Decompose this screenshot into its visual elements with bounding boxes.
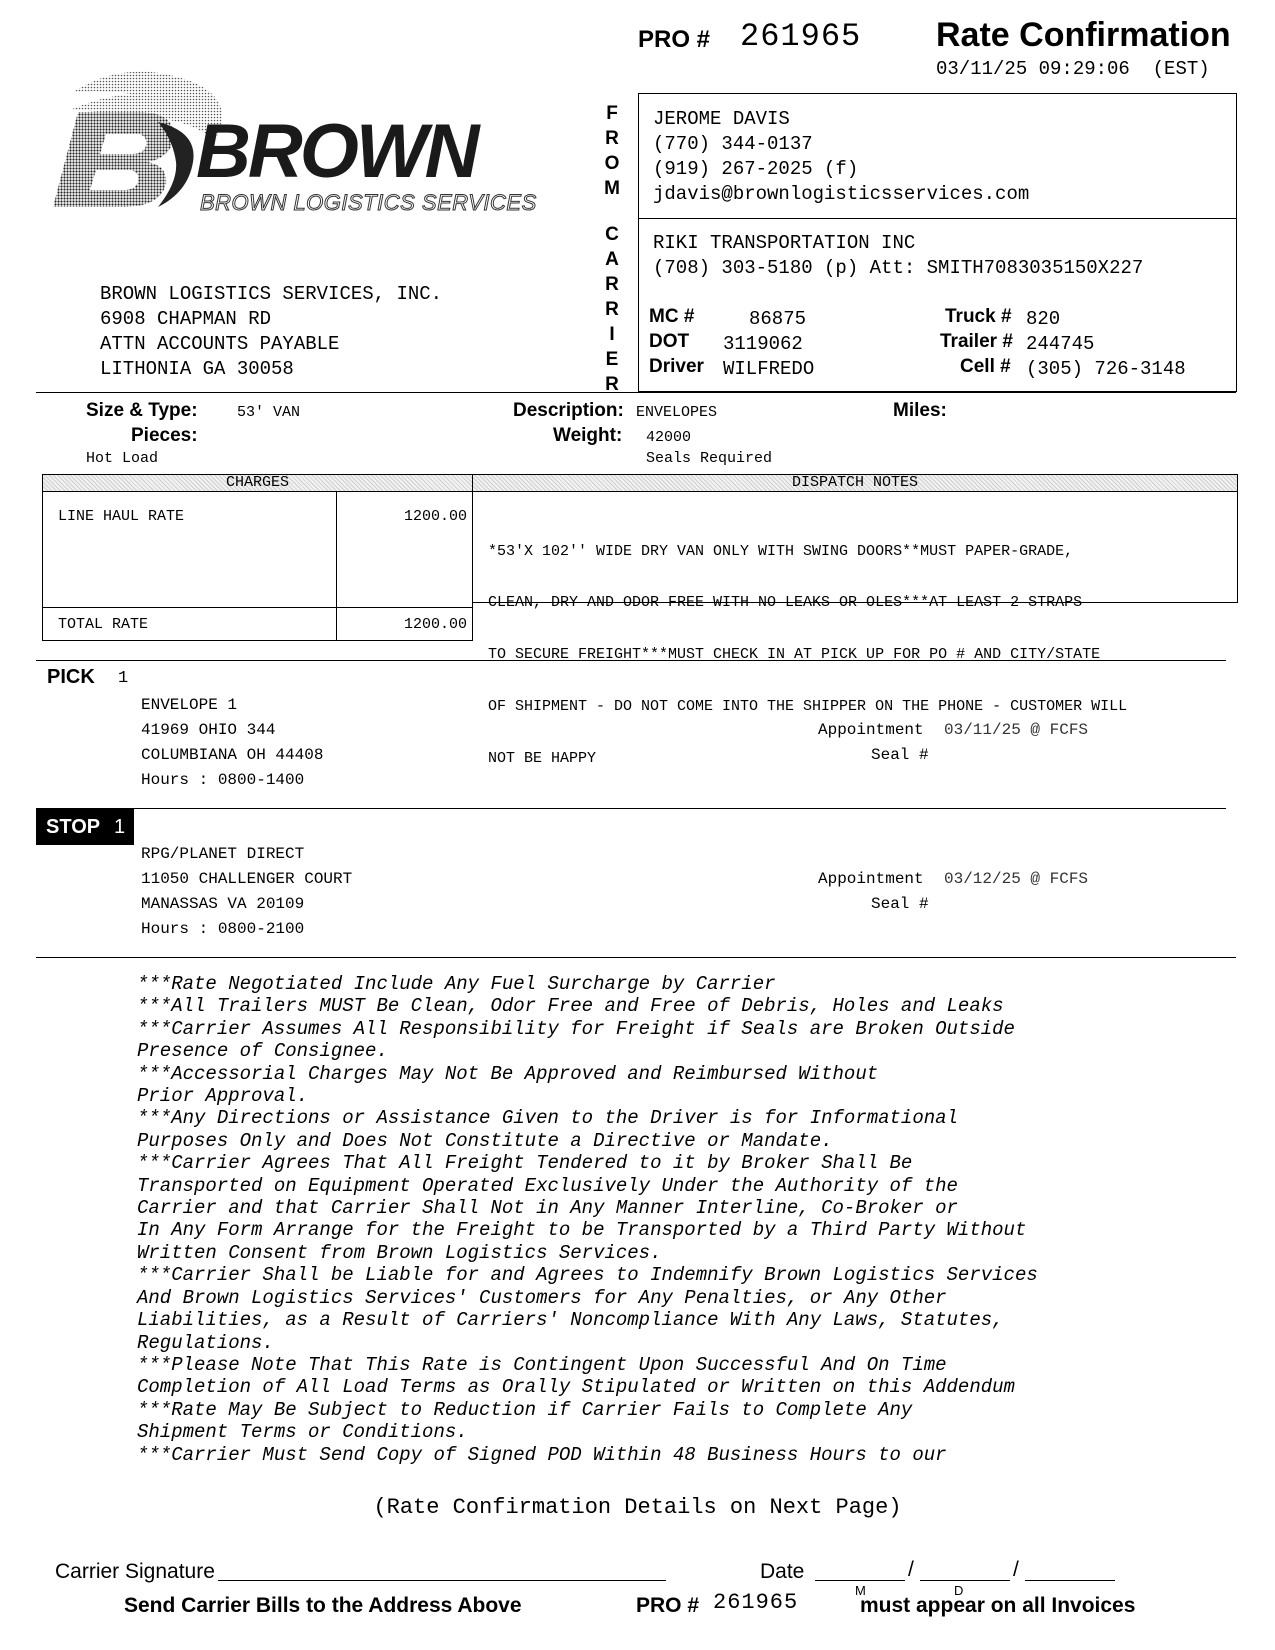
terms-line: Prior Approval. — [137, 1085, 309, 1108]
mc-number: 86875 — [749, 308, 807, 330]
terms-line: ***Rate May Be Subject to Reduction if Carrier Fails to Complete Any — [137, 1398, 913, 1421]
terms-line: ***Any Directions or Assistance Given to the Driver is for Informational — [137, 1107, 958, 1130]
date-month-line[interactable] — [815, 1580, 905, 1581]
driver-name: WILFREDO — [723, 358, 815, 380]
terms-line: In Any Form Arrange for the Freight to be Transported by a Third Party Without — [137, 1219, 1027, 1242]
dispatch-header: DISPATCH NOTES — [472, 474, 1238, 492]
from-letter: O — [604, 153, 620, 174]
terms-list — [137, 973, 1147, 1466]
pieces-label: Pieces: — [131, 425, 198, 446]
driver-label: Driver — [649, 356, 704, 377]
charges-body — [42, 491, 473, 641]
carrier-signature-line[interactable] — [218, 1580, 666, 1581]
description-label: Description: — [513, 400, 624, 421]
next-page-note: (Rate Confirmation Details on Next Page) — [373, 1495, 902, 1520]
dot-number: 3119062 — [723, 333, 803, 355]
from-letter: R — [605, 128, 619, 149]
date-year-line[interactable] — [1025, 1580, 1115, 1581]
pick-address — [141, 693, 323, 793]
date-slash: / — [908, 1558, 914, 1581]
charges-header: CHARGES — [42, 474, 473, 492]
description-value: ENVELOPES — [636, 404, 718, 421]
carrier-section — [653, 231, 1143, 281]
bill-to-line: 6908 CHAPMAN RD — [100, 308, 272, 330]
timestamp: 03/11/25 09:29:06 (EST) — [936, 58, 1210, 80]
terms-line: Regulations. — [137, 1331, 274, 1354]
terms-line: Purposes Only and Does Not Constitute a Directive or Mandate. — [137, 1129, 833, 1152]
date-day-sub: D — [954, 1583, 964, 1598]
footer-bills-note: Send Carrier Bills to the Address Above — [124, 1594, 522, 1617]
trailer-number: 244745 — [1026, 333, 1095, 355]
carrier-letter: I — [609, 324, 615, 345]
total-amount: 1200.00 — [403, 616, 467, 633]
terms-line: Shipment Terms or Conditions. — [137, 1421, 468, 1444]
from-name: JEROME DAVIS — [653, 108, 790, 130]
date-slash: / — [1013, 1558, 1019, 1581]
stop-appointment-label: Appointment — [818, 870, 924, 888]
footer-pro-number: 261965 — [713, 1590, 799, 1615]
pro-label: PRO # — [638, 26, 711, 53]
carrier-letter: R — [605, 274, 619, 295]
from-fax: (919) 267-2025 (f) — [653, 158, 859, 180]
contact-box — [638, 93, 1237, 392]
charge-label: LINE HAUL RATE — [58, 508, 185, 525]
stop-seal-label: Seal # — [871, 895, 929, 913]
terms-line: ***Accessorial Charges May Not Be Approved and Reimbursed Without — [137, 1062, 879, 1085]
dispatch-line: OF SHIPMENT - DO NOT COME INTO THE SHIPPER ON THE PHONE - CUSTOMER WILL — [488, 698, 1128, 716]
dispatch-line: *53'X 102'' WIDE DRY VAN ONLY WITH SWING DOORS**MUST PAPER-GRADE, — [488, 542, 1074, 560]
total-label: TOTAL RATE — [58, 616, 149, 633]
cell-number: (305) 726-3148 — [1026, 358, 1186, 380]
logo-tagline: BROWN LOGISTICS SERVICES — [200, 190, 537, 215]
carrier-letter: A — [605, 249, 619, 270]
from-letter: F — [606, 103, 618, 124]
charge-amount: 1200.00 — [403, 508, 467, 525]
pick-address-line: COLUMBIANA OH 44408 — [141, 746, 324, 764]
terms-line: And Brown Logistics Services' Customers for Any Penalties, or Any Other — [137, 1286, 947, 1309]
stop-appointment: 03/12/25 @ FCFS — [944, 870, 1089, 888]
from-email: jdavis@brownlogisticsservices.com — [653, 183, 1030, 205]
terms-line: Written Consent from Brown Logistics Services. — [137, 1241, 662, 1264]
pick-rule — [36, 660, 1226, 661]
from-section — [653, 107, 1029, 207]
cell-label: Cell # — [960, 356, 1011, 377]
bill-to-line: BROWN LOGISTICS SERVICES, INC. — [100, 283, 443, 305]
stop-address-line: RPG/PLANET DIRECT — [141, 845, 305, 863]
carrier-letter: R — [605, 374, 619, 395]
weight-value: 42000 — [646, 429, 692, 446]
page-title: Rate Confirmation — [936, 16, 1231, 54]
terms-line: Liabilities, as a Result of Carriers' Noncompliance With Any Laws, Statutes, — [137, 1309, 1004, 1332]
terms-line: ***Carrier Assumes All Responsibility for Freight if Seals are Broken Outside — [137, 1017, 1015, 1040]
pick-number: 1 — [118, 669, 129, 688]
terms-line: ***All Trailers MUST Be Clean, Odor Free and Free of Debris, Holes and Leaks — [137, 995, 1004, 1018]
footer-pro-label: PRO # — [636, 1594, 700, 1617]
pro-number: 261965 — [740, 18, 862, 55]
logo-wordmark: BROWN — [196, 109, 477, 194]
stop-address — [141, 842, 352, 942]
truck-label: Truck # — [945, 306, 1012, 327]
terms-line: Completion of All Load Terms as Orally Stipulated or Written on this Addendum — [137, 1376, 1015, 1399]
carrier-phone: (708) 303-5180 (p) Att: SMITH7083035150X227 — [653, 257, 1144, 279]
pick-address-line: 41969 OHIO 344 — [141, 721, 276, 739]
carrier-vertical-label — [601, 222, 623, 397]
footer-invoice-note: must appear on all Invoices — [860, 1594, 1136, 1617]
terms-line: ***Carrier Shall be Liable for and Agrees to Indemnify Brown Logistics Services — [137, 1264, 1038, 1287]
terms-line: Transported on Equipment Operated Exclusively Under the Authority of the — [137, 1174, 958, 1197]
dispatch-line: TO SECURE FREIGHT***MUST CHECK IN AT PICK UP FOR PO # AND CITY/STATE — [488, 646, 1101, 664]
stop-number: 1 — [114, 816, 126, 838]
carrier-letter: E — [605, 349, 619, 370]
bill-to-line: ATTN ACCOUNTS PAYABLE — [100, 333, 340, 355]
size-type-value: 53' VAN — [237, 404, 301, 421]
hot-load: Hot Load — [86, 450, 159, 467]
from-letter: M — [604, 178, 620, 199]
weight-label: Weight: — [553, 425, 623, 446]
seals-required: Seals Required — [646, 450, 773, 467]
carrier-name: RIKI TRANSPORTATION INC — [653, 232, 916, 254]
carrier-letter: R — [605, 299, 619, 320]
miles-label: Miles: — [893, 400, 947, 421]
trailer-label: Trailer # — [940, 331, 1013, 352]
dispatch-line: NOT BE HAPPY — [488, 750, 597, 768]
terms-line: Presence of Consignee. — [137, 1040, 388, 1063]
header-rule — [36, 392, 1236, 393]
dispatch-line: CLEAN, DRY AND ODOR FREE WITH NO LEAKS OR OLES***AT LEAST 2 STRAPS — [488, 594, 1083, 612]
stop-label: STOP — [46, 816, 101, 838]
pick-appointment-label: Appointment — [818, 721, 924, 739]
from-vertical-label — [601, 101, 623, 201]
pick-label: PICK — [47, 666, 95, 688]
pick-address-line: ENVELOPE 1 — [141, 696, 238, 714]
bill-to-line: LITHONIA GA 30058 — [100, 358, 294, 380]
terms-rule — [36, 957, 1236, 958]
terms-line: ***Rate Negotiated Include Any Fuel Surcharge by Carrier — [137, 973, 776, 995]
stop-hours: Hours : 0800-2100 — [141, 920, 305, 938]
terms-line: Carrier and that Carrier Shall Not in Any Manner Interline, Co-Broker or — [137, 1197, 958, 1220]
stop-address-line: MANASSAS VA 20109 — [141, 895, 305, 913]
bill-to-address — [100, 282, 442, 382]
from-phone: (770) 344-0137 — [653, 133, 813, 155]
stop-badge — [36, 809, 134, 845]
truck-number: 820 — [1026, 308, 1061, 330]
size-type-label: Size & Type: — [86, 400, 198, 421]
pick-appointment: 03/11/25 @ FCFS — [944, 721, 1089, 739]
dot-label: DOT — [649, 331, 690, 352]
date-day-line[interactable] — [920, 1580, 1010, 1581]
terms-line: ***Please Note That This Rate is Contingent Upon Successful And On Time — [137, 1353, 947, 1376]
mc-label: MC # — [649, 306, 695, 327]
charges-column-divider — [336, 491, 337, 640]
date-month-sub: M — [855, 1583, 866, 1598]
carrier-signature-label: Carrier Signature — [55, 1560, 215, 1583]
terms-line: ***Carrier Agrees That All Freight Tendered to it by Broker Shall Be — [137, 1152, 913, 1175]
box-divider — [639, 218, 1236, 219]
brown-logo — [48, 62, 537, 232]
terms-line: ***Carrier Must Send Copy of Signed POD Within 48 Business Hours to our — [137, 1443, 947, 1466]
date-label: Date — [760, 1560, 805, 1583]
stop-address-line: 11050 CHALLENGER COURT — [141, 870, 353, 888]
carrier-letter: C — [605, 224, 619, 245]
dispatch-notes — [488, 508, 1127, 802]
stop-rule — [36, 808, 1226, 809]
pick-hours: Hours : 0800-1400 — [141, 771, 305, 789]
charges-total-divider — [43, 607, 472, 608]
pick-seal-label: Seal # — [871, 746, 929, 764]
